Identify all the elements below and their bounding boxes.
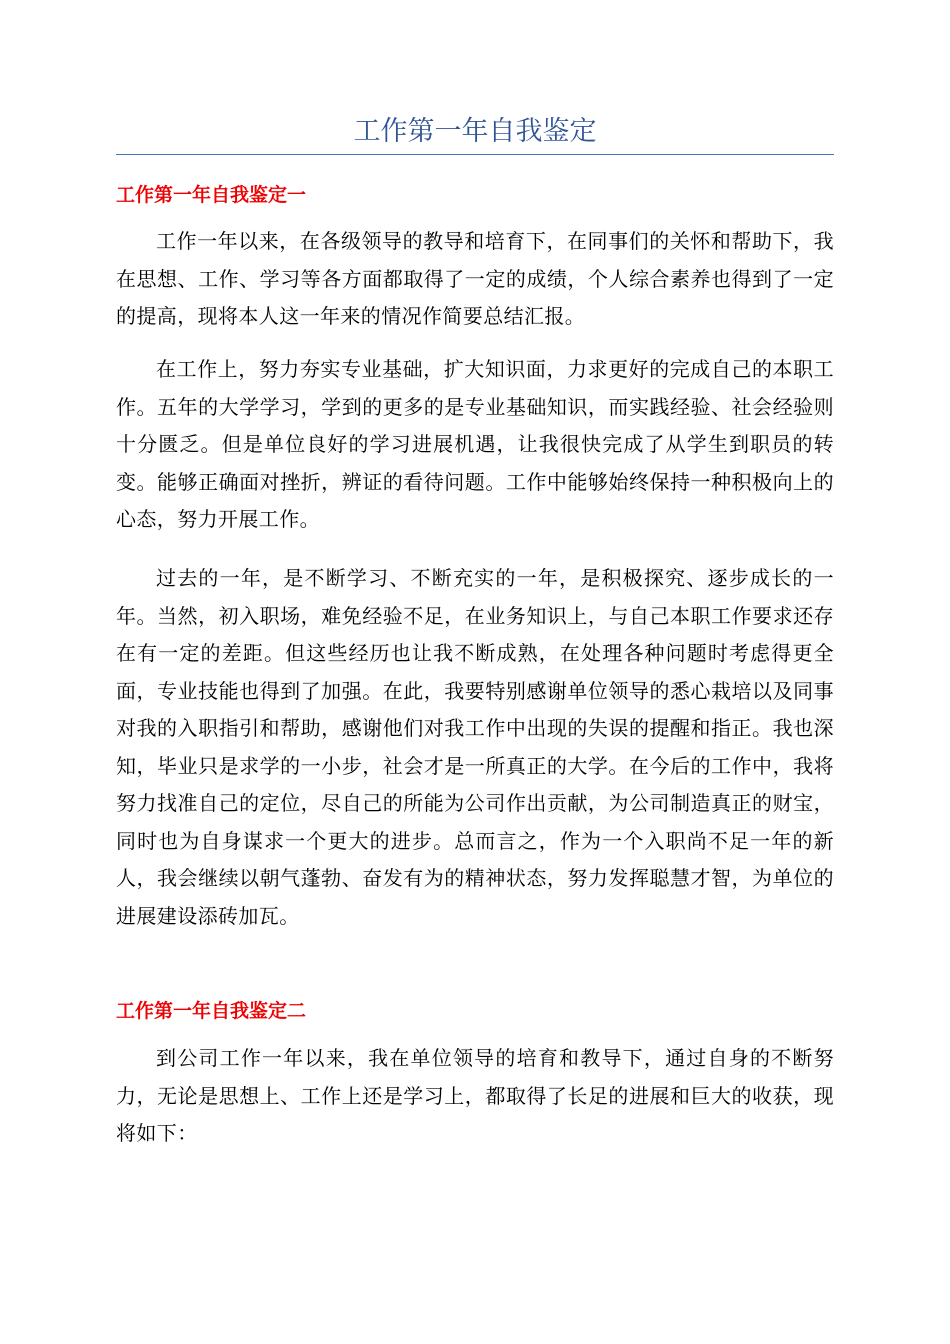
section-1-paragraph-2: 在工作上，努力夯实专业基础，扩大知识面，力求更好的完成自己的本职工作。五年的大学学习，学到的更多的是专业基础知识，而实践经验、社会经验则十分匮乏。但是单位良好的学习进展机遇，让我很快完成了从学生到职员的转变。能够正确面对挫折，辨证的看待问题。工作中能够始终保持一种积极向上的心态，努力开展工作。 — [116, 357, 834, 531]
section-1-paragraph-3: 过去的一年，是不断学习、不断充实的一年，是积极探究、逐步成长的一年。当然，初入职场，难免经验不足，在业务知识上，与自己本职工作要求还存在有一定的差距。但这些经历也让我不断成熟，在处理各种问题时考虑得更全面，专业技能也得到了加强。在此，我要特别感谢单位领导的悉心栽培以及同事对我的入职指引和帮助，感谢他们对我工作中出现的失误的提醒和指正。我也深知，毕业只是求学的一小步，社会才是一所真正的大学。在今后的工作中，我将努力找准自己的定位，尽自己的所能为公司作出贡献，为公司制造真正的财宝，同时也为自身谋求一个更大的进步。总而言之，作为一个入职尚不足一年的新人，我会继续以朝气蓬勃、奋发有为的精神状态，努力发挥聪慧才智，为单位的进展建设添砖加瓦。 — [116, 566, 834, 928]
section-heading-1: 工作第一年自我鉴定一 — [116, 184, 307, 206]
section-heading-2: 工作第一年自我鉴定二 — [116, 1000, 307, 1022]
section-1-paragraph-1: 工作一年以来，在各级领导的教导和培育下，在同事们的关怀和帮助下，我在思想、工作、学习等各方面都取得了一定的成绩，个人综合素养也得到了一定的提高，现将本人这一年来的情况作简要总结汇报。 — [116, 229, 834, 328]
title-underline — [116, 154, 834, 155]
document-title: 工作第一年自我鉴定 — [353, 116, 597, 147]
section-2-paragraph-1: 到公司工作一年以来，我在单位领导的培育和教导下，通过自身的不断努力，无论是思想上、工作上还是学习上，都取得了长足的进展和巨大的收获，现将如下： — [116, 1046, 834, 1145]
